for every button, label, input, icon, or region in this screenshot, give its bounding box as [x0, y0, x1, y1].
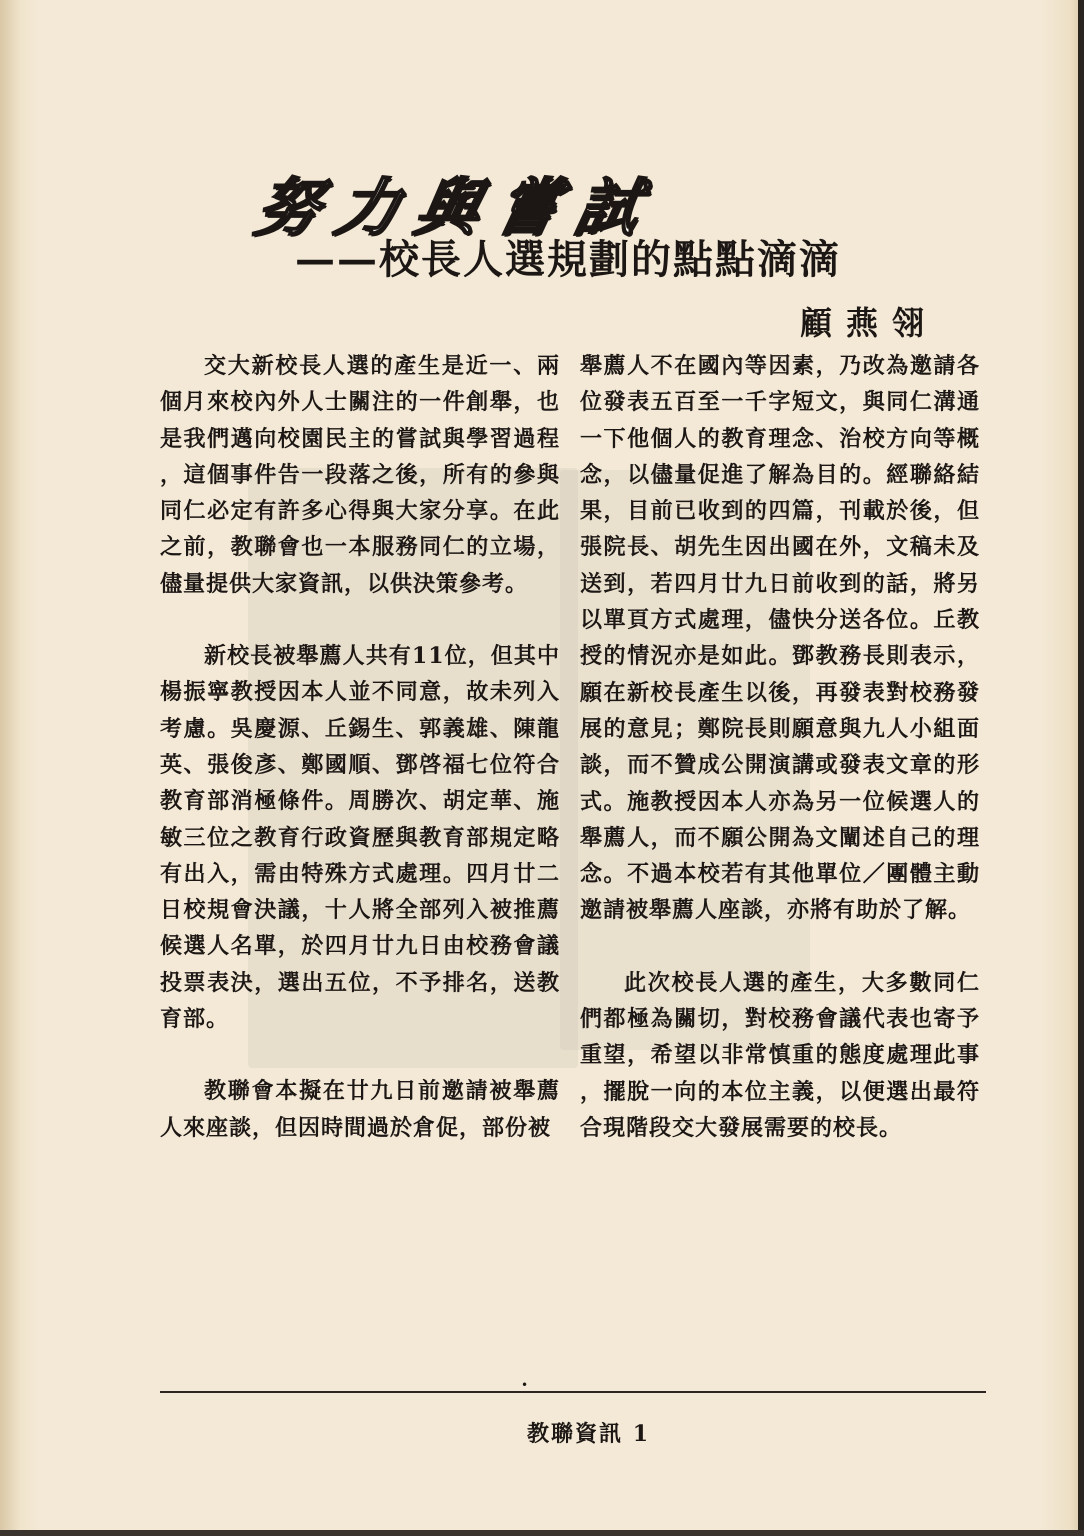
page-footer	[527, 1417, 650, 1448]
paragraph-gap	[160, 1037, 560, 1073]
paragraph-gap	[580, 929, 980, 965]
paragraph: 新校長被舉薦人共有11位，但其中楊振寧教授因本人並不同意，故未列入考慮。吳慶源、丘錫生、郭義雄、陳龍英、張俊彥、鄭國順、鄧啓福七位符合教育部消極條件。周勝次、胡定華、施敏三位之教育行政資歷與教育部規定略有出入，需由特殊方式處理。四月廿二日校規會決議，十人將全部列入被推薦候選人名單，於四月廿九日由校務會議投票表決，選出五位，不予排名，送教育部。	[160, 643, 560, 1033]
publication-name: 教聯資訊	[527, 1421, 624, 1447]
article-subtitle: ——校長人選規劃的點點滴滴	[295, 236, 841, 283]
right-column	[580, 348, 980, 1146]
scan-speck: •	[521, 1378, 529, 1392]
scan-right-edge	[1078, 0, 1084, 1536]
scan-bottom-edge	[0, 1530, 1084, 1536]
paragraph: 教聯會本擬在廿九日前邀請被舉薦人來座談，但因時間過於倉促，部份被	[160, 1078, 560, 1141]
article-author: 顧燕翎	[800, 304, 939, 342]
paragraph-gap	[160, 602, 560, 638]
paragraph: 此次校長人選的產生，大多數同仁們都極為關切，對校務會議代表也寄予重望，希望以非常慎重的態度處理此事，擺脫一向的本位主義，以便選出最符合現階段交大發展需要的校長。	[580, 969, 980, 1141]
left-column	[160, 348, 560, 1146]
page-number: 1	[632, 1421, 650, 1447]
article-title: 努力與嘗試	[249, 171, 665, 244]
paragraph: 交大新校長人選的產生是近一、兩個月來校內外人士關注的一件創舉，也是我們邁向校園民主的嘗試與學習過程，這個事件告一段落之後，所有的參與同仁必定有許多心得與大家分享。在此之前，教聯會也一本服務同仁的立場，儘量提供大家資訊，以供決策參考。	[160, 353, 560, 597]
footer-rule	[160, 1391, 986, 1393]
page-left-edge	[0, 0, 20, 1536]
paragraph-continued: 舉薦人不在國內等因素，乃改為邀請各位發表五百至一千字短文，與同仁溝通一下他個人的教育理念、治校方向等概念，以儘量促進了解為目的。經聯絡結果，目前已收到的四篇，刊載於後，但張院長、胡先生因出國在外，文稿未及送到，若四月廿九日前收到的話，將另以單頁方式處理，儘快分送各位。丘教授的情況亦是如此。鄧教務長則表示，願在新校長產生以後，再發表對校務發展的意見；鄭院長則願意與九人小組面談，而不贊成公開演講或發表文章的形式。施教授因本人亦為另一位候選人的舉薦人，而不願公開為文闡述自己的理念。不過本校若有其他單位／團體主動邀請被舉薦人座談，亦將有助於了解。	[580, 353, 980, 924]
